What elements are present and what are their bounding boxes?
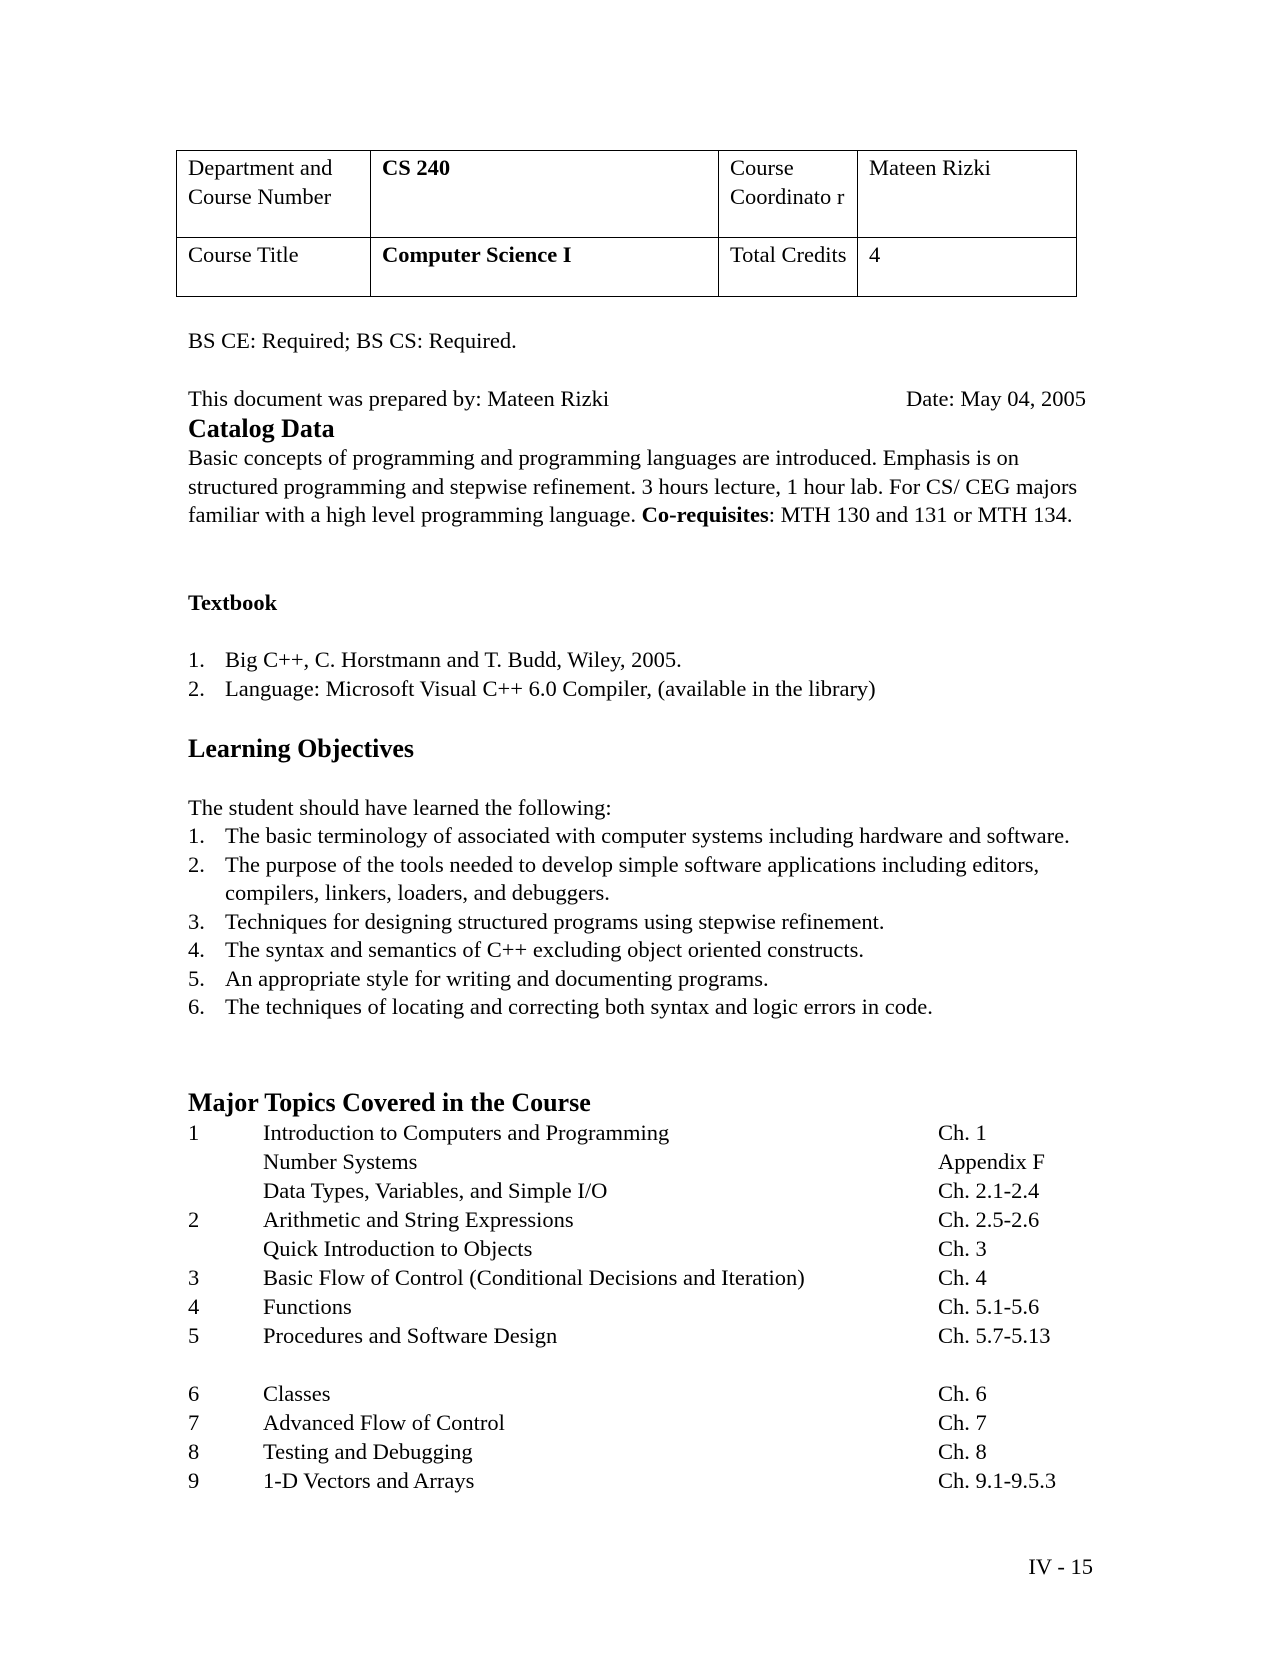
list-item: [188, 908, 1078, 937]
topic-chapter: Ch. 1: [938, 1120, 987, 1145]
topic-row: [188, 1467, 1088, 1496]
list-item: [188, 675, 1088, 704]
topic-number: 8: [188, 1439, 200, 1464]
list-item: [188, 822, 1078, 851]
topic-title: 1-D Vectors and Arrays: [263, 1468, 475, 1493]
list-number: 4.: [188, 937, 205, 962]
coordinator-label-cell: Course Coordinato r: [719, 151, 858, 238]
topic-title: Testing and Debugging: [263, 1439, 473, 1464]
coreq-text: : MTH 130 and 131 or MTH 134.: [768, 502, 1073, 527]
document-date: Date: May 04, 2005: [906, 386, 1086, 411]
topic-row: [188, 1380, 1088, 1409]
list-text: Language: Microsoft Visual C++ 6.0 Compiler, (available in the library): [225, 675, 876, 701]
course-title-cell: Computer Science I: [371, 238, 719, 297]
title-label-cell: Course Title: [177, 238, 371, 297]
topic-number: 9: [188, 1468, 200, 1493]
topic-title: Introduction to Computers and Programming: [263, 1120, 670, 1145]
objectives-intro: The student should have learned the following:: [188, 795, 612, 820]
topic-title: Data Types, Variables, and Simple I/O: [263, 1178, 608, 1203]
course-number-cell: CS 240: [371, 151, 719, 238]
objectives-list: [188, 822, 1078, 1022]
topic-number: 6: [188, 1381, 200, 1406]
topic-row: [188, 1293, 1088, 1322]
list-text: The syntax and semantics of C++ excluding object oriented constructs.: [225, 937, 864, 962]
topic-row: [188, 1264, 1088, 1293]
topic-row: [188, 1148, 1088, 1177]
credits-value-cell: 4: [858, 238, 1077, 297]
list-number: 2.: [188, 851, 205, 877]
topic-number: 7: [188, 1410, 200, 1435]
topic-chapter: Ch. 9.1-9.5.3: [938, 1468, 1057, 1493]
list-number: 1.: [188, 823, 205, 848]
page-number: IV - 15: [1028, 1554, 1093, 1579]
catalog-description: Basic concepts of programming and programming languages are introduced. Emphasis is on structured programming and stepwise refinement. 3 hours lecture, 1 hour lab. For CS/ CEG majors familiar with a high level programming language.: [188, 445, 1078, 527]
course-info-table: [176, 150, 1077, 297]
topic-title: Classes: [263, 1381, 331, 1406]
textbook-list: [188, 646, 1088, 703]
coordinator-value-cell: Mateen Rizki: [858, 151, 1077, 238]
table-row: [177, 238, 1077, 297]
textbook-heading: Textbook: [188, 590, 278, 615]
topic-chapter: Ch. 7: [938, 1410, 987, 1435]
list-number: 2.: [188, 675, 205, 701]
credits-label-cell: Total Credits: [719, 238, 858, 297]
list-item: [188, 936, 1078, 965]
list-item: [188, 965, 1078, 994]
requirement-line: BS CE: Required; BS CS: Required.: [188, 328, 517, 353]
list-text: The basic terminology of associated with computer systems including hardware and software.: [225, 823, 1070, 848]
topic-number: 4: [188, 1294, 200, 1319]
list-text: Techniques for designing structured programs using stepwise refinement.: [225, 908, 885, 934]
table-row: [177, 151, 1077, 238]
topic-number: 3: [188, 1265, 200, 1290]
topic-chapter: Ch. 5.1-5.6: [938, 1294, 1040, 1319]
list-text: The purpose of the tools needed to develop simple software applications including editors, compilers, linkers, loaders, and debuggers.: [225, 851, 1040, 905]
topic-title: Basic Flow of Control (Conditional Decisions and Iteration): [263, 1265, 805, 1290]
topic-row: [188, 1177, 1088, 1206]
list-item: [188, 993, 1078, 1022]
list-number: 3.: [188, 908, 205, 934]
topic-row: [188, 1235, 1088, 1264]
topics-heading: Major Topics Covered in the Course: [188, 1088, 591, 1117]
catalog-text: [188, 444, 1088, 530]
topic-chapter: Ch. 5.7-5.13: [938, 1323, 1051, 1348]
topic-row: [188, 1409, 1088, 1438]
topic-chapter: Appendix F: [938, 1149, 1045, 1174]
coreq-label: Co-requisites: [641, 502, 769, 527]
objectives-heading: Learning Objectives: [188, 734, 415, 763]
topic-title: Number Systems: [263, 1149, 418, 1174]
topic-title: Quick Introduction to Objects: [263, 1236, 533, 1261]
list-number: 6.: [188, 994, 205, 1019]
topic-chapter: Ch. 8: [938, 1439, 987, 1464]
topic-chapter: Ch. 3: [938, 1236, 987, 1261]
topic-number: 1: [188, 1120, 200, 1145]
topic-row: [188, 1322, 1088, 1351]
topic-title: Advanced Flow of Control: [263, 1410, 505, 1435]
list-number: 5.: [188, 965, 205, 991]
topic-chapter: Ch. 2.1-2.4: [938, 1178, 1040, 1203]
topic-row: [188, 1119, 1088, 1148]
topic-chapter: Ch. 2.5-2.6: [938, 1207, 1040, 1232]
dept-label-cell: Department and Course Number: [177, 151, 371, 238]
topic-title: Functions: [263, 1294, 352, 1319]
list-item: [188, 851, 1078, 908]
topic-chapter: Ch. 4: [938, 1265, 987, 1290]
list-text: Big C++, C. Horstmann and T. Budd, Wiley, 2005.: [225, 647, 682, 672]
list-text: An appropriate style for writing and documenting programs.: [225, 965, 769, 991]
topic-number: 2: [188, 1207, 200, 1232]
topic-row: [188, 1206, 1088, 1235]
topic-title: Arithmetic and String Expressions: [263, 1207, 574, 1232]
topic-title: Procedures and Software Design: [263, 1323, 558, 1348]
catalog-heading: Catalog Data: [188, 414, 335, 443]
list-number: 1.: [188, 647, 205, 672]
prepared-by: This document was prepared by: Mateen Rizki: [188, 386, 610, 411]
topic-row: [188, 1438, 1088, 1467]
topic-number: 5: [188, 1323, 200, 1348]
list-text: The techniques of locating and correcting both syntax and logic errors in code.: [225, 994, 933, 1019]
topic-chapter: Ch. 6: [938, 1381, 987, 1406]
list-item: [188, 646, 1088, 675]
